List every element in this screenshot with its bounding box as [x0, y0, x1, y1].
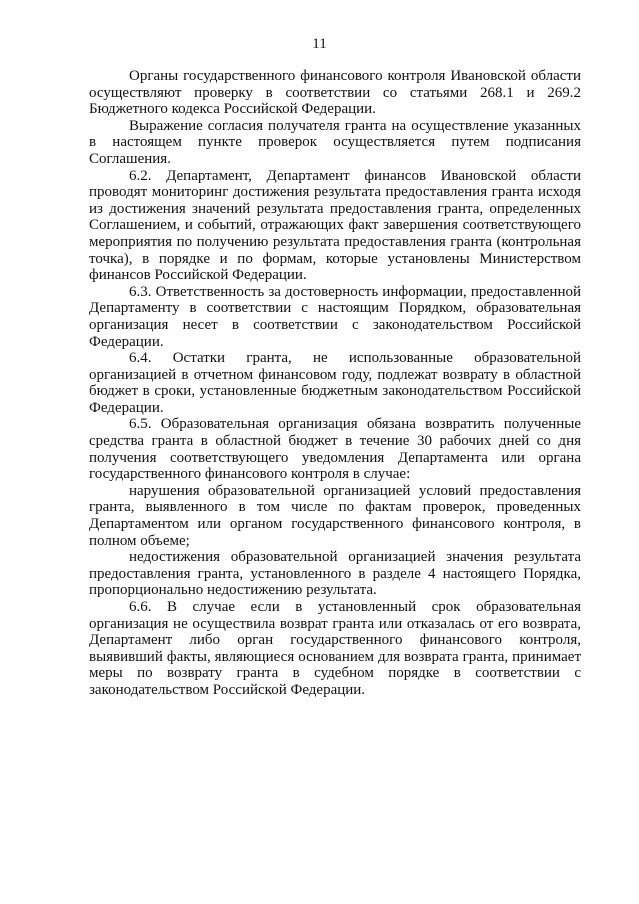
paragraph-6-2: 6.2. Департамент, Департамент финансов Ивановской области проводят мониторинг достижения результата предоставления гранта исходя из достижения значений результата предоставления гранта, определенных Соглашением, и событий, отражающих факт завершения соответствующего мероприятия по получению результата предоставления гранта (контрольная точка), в порядке и по формам, которые установлены Министерством финансов Российской Федерации. — [89, 167, 581, 284]
paragraph-6-3: 6.3. Ответственность за достоверность информации, предоставленной Департаменту в соответствии с настоящим Порядком, образовательная организация несет в соответствии с законодательством Российской Федерации. — [89, 283, 581, 350]
paragraph-6-5: 6.5. Образовательная организация обязана возвратить полученные средства гранта в областной бюджет в течение 30 рабочих дней со дня получения соответствующего уведомления Департамента или органа государственного финансового контроля в случае: — [89, 416, 581, 483]
paragraph-6-5-violation: нарушения образовательной организацией условий предоставления гранта, выявленного в том числе по фактам проверок, проведенных Департаментом или органом государственного финансового контроля, в полном объеме; — [89, 482, 581, 549]
page-number: 11 — [312, 36, 327, 52]
paragraph-6-6: 6.6. В случае если в установленный срок образовательная организация не осуществила возврат гранта или отказалась от его возврата, Департамент либо орган государственного финансового контроля, выявивший факты, являющиеся основанием для возврата гранта, принимает меры по возврату гранта в судебном порядке в соответствии с законодательством Российской Федерации. — [89, 599, 581, 698]
paragraph-consent: Выражение согласия получателя гранта на осуществление указанных в настоящем пункте проверок осуществляется путем подписания Соглашения. — [89, 117, 581, 167]
paragraph-6-5-nonachievement: недостижения образовательной организацией значения результата предоставления гранта, установленного в разделе 4 настоящего Порядка, пропорционально недостижению результата. — [89, 549, 581, 599]
paragraph-6-4: 6.4. Остатки гранта, не использованные образовательной организацией в отчетном финансовом году, подлежат возврату в областной бюджет в сроки, установленные бюджетным законодательством Российской Федерации. — [89, 350, 581, 416]
paragraph-control-bodies: Органы государственного финансового контроля Ивановской области осуществляют проверку в соответствии со статьями 268.1 и 269.2 Бюджетного кодекса Российской Федерации. — [89, 68, 581, 118]
document-body — [89, 68, 581, 699]
